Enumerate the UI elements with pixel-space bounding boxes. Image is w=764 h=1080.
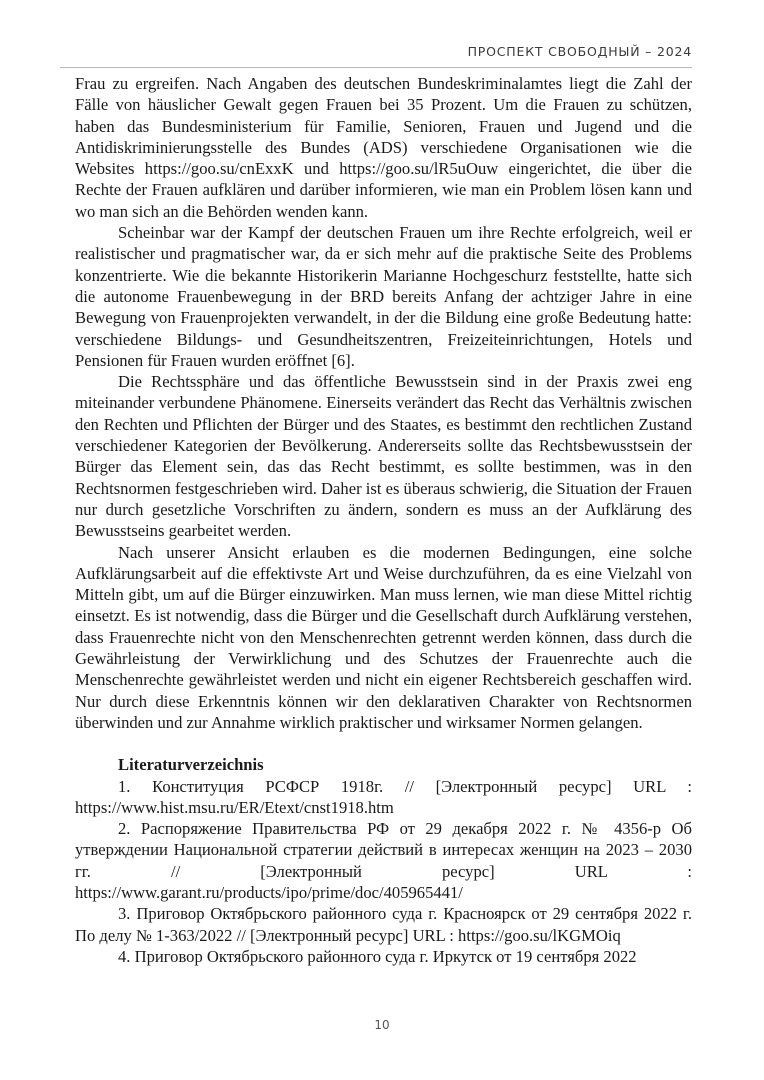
paragraph: Die Rechtssphäre und das öffentliche Bewusstsein sind in der Praxis zwei eng miteinander verbundene Phänomene. Einerseits verändert das Recht das Verhältnis zwischen den Rechten und Pflichten der Bürger und des Staates, es bestimmt den rechtlichen Zustand verschiedener Kategorien der Bevölkerung. Andererseits sollte das Rechtsbewusstsein der Bürger das Element sein, das das Recht bestimmt, es sollte bestimmen, was in den Rechtsnormen festgeschrieben wird. Daher ist es überaus schwierig, die Situation der Frauen nur durch gesetzliche Vorschriften zu ändern, sondern es muss an der Aufklärung des Bewusstseins gearbeitet werden. bbox=[75, 372, 693, 541]
references-heading: Literaturverzeichnis bbox=[118, 755, 264, 775]
paragraph: Nach unserer Ansicht erlauben es die modernen Bedingungen, eine solche Aufklärungsarbeit auf die effektivste Art und Weise durchzuführen, da es eine Vielzahl von Mitteln gibt, um auf die Bürger einzuwirken. Man muss lernen, wie man diese Mittel richtig einsetzt. Es ist notwendig, dass die Bürger und die Gesellschaft durch Aufklärung verstehen, dass Frauenrechte nicht von den Menschenrechten getrennt werden können, dass durch die Gewährleistung der Verwirklichung und des Schutzes der Frauenrechte auch die Menschenrechte gewährleistet werden und nicht ein eigener Rechtsbereich geschaffen wird. Nur durch diese Erkenntnis können wir den deklarativen Charakter von Rechtsnormen überwinden und zur Annahme wirklich praktischer und wirksamer Normen gelangen. bbox=[75, 542, 692, 732]
reference-item: 2. Распоряжение Правительства РФ от 29 декабря 2022 г. № 4356-р Об утверждении Национальной стратегии действий в интересах женщин на 2023 – 2030 гг. // [Электронный ресурс] URL : https://www.garant.ru/products/ipo/prime/doc/405965441/ bbox=[75, 819, 692, 902]
paragraph: Scheinbar war der Kampf der deutschen Frauen um ihre Rechte erfolgreich, weil er realistischer und pragmatischer war, da er sich mehr auf die praktische Seite des Problems konzentrierte. Wie die bekannte Historikerin Marianne Hochgeschurz feststellte, hatte sich die autonome Frauenbewegung in der BRD bereits Anfang der achtziger Jahre in eine Bewegung von Frauenprojekten verwandelt, in der die Bildung eine große Bedeutung hatte: verschiedene Bildungs- und Gesundheitszentren, Freizeiteinrichtungen, Hotels und Pensionen für Frauen wurden eröffnet [6]. bbox=[75, 223, 692, 370]
article-body bbox=[75, 73, 692, 967]
paragraph-continuation: Frau zu ergreifen. Nach Angaben des deutschen Bundeskriminalamtes liegt die Zahl der Fälle von häuslicher Gewalt gegen Frauen bei 35 Prozent. Um die Frauen zu schützen, haben das Bundesministerium für Familie, Senioren, Frauen und Jugend und die Antidiskriminierungsstelle des Bundes (ADS) verschiedene Organisationen wie die Websites https://goo.su/cnExxK und https://goo.su/lR5uOuw eingerichtet, die über die Rechte der Frauen aufklären und darüber informieren, wie man ein Problem lösen kann und wo man sich an die Behörden wenden kann. bbox=[75, 74, 692, 221]
running-header: ПРОСПЕКТ СВОБОДНЫЙ – 2024 bbox=[467, 44, 692, 59]
reference-item: 4. Приговор Октябрьского районного суда г. Иркутск от 19 сентября 2022 bbox=[118, 946, 637, 966]
header-divider bbox=[60, 67, 692, 68]
reference-item: 3. Приговор Октябрьского районного суда г. Красноярск от 29 сентября 2022 г. По делу № 1-363/2022 // [Электронный ресурс] URL : https://goo.su/lKGMOiq bbox=[75, 904, 692, 945]
page-number: 10 bbox=[374, 1018, 390, 1032]
reference-item: 1. Конституция РСФСР 1918г. // [Электронный ресурс] URL : https://www.hist.msu.ru/ER/Etext/cnst1918.htm bbox=[75, 776, 692, 817]
